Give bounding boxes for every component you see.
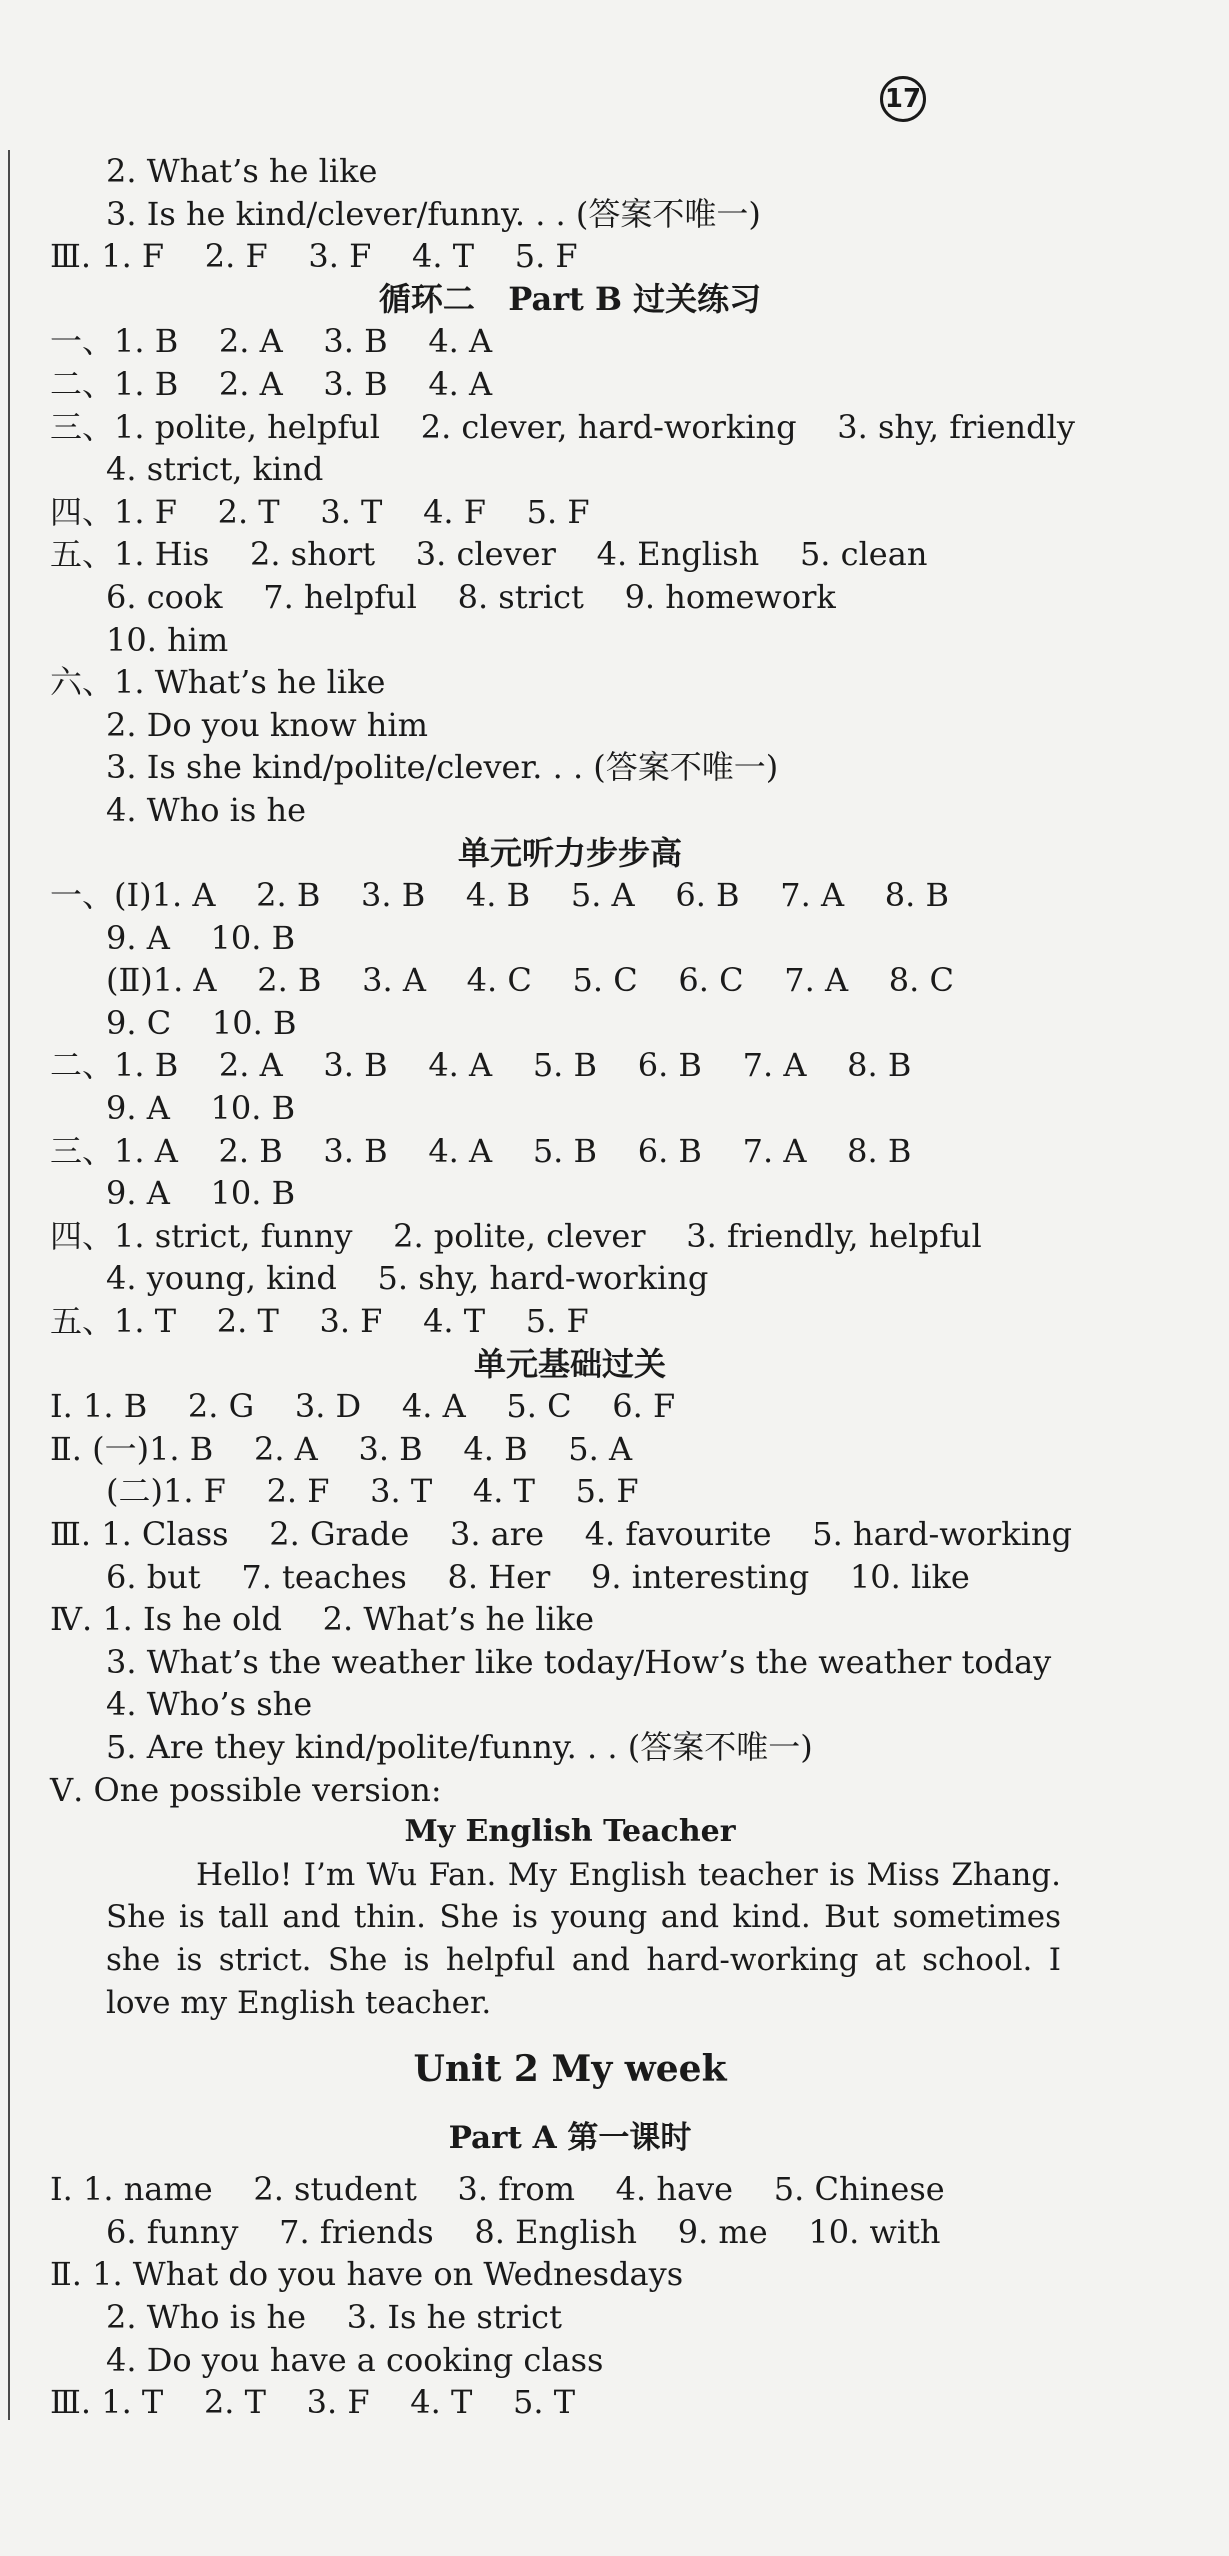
answer-line: Ⅱ. (一)1. B 2. A 3. B 4. B 5. A [50, 1429, 633, 1468]
answer-block-3 [50, 874, 1090, 1343]
answer-line: (二)1. F 2. F 3. T 4. T 5. F [106, 1472, 639, 1511]
answer-line: Ⅲ. 1. F 2. F 3. F 4. T 5. F [50, 237, 578, 276]
answer-line: 5. Are they kind/polite/funny. . . (答案不唯一) [106, 1727, 813, 1766]
answer-line: Ⅰ. 1. B 2. G 3. D 4. A 5. C 6. F [50, 1387, 676, 1426]
margin-rule [8, 150, 10, 2420]
part-title: Part A 第一课时 [448, 2120, 692, 2157]
section-heading-part-b: 循环二 Part B 过关练习 [378, 279, 762, 318]
answer-line: Ⅰ. 1. name 2. student 3. from 4. have 5. Chinese [50, 2170, 945, 2209]
answer-line: 2. Who is he 3. Is he strict [106, 2297, 562, 2336]
section-heading-basics: 单元基础过关 [473, 1344, 666, 1383]
answer-block-2 [50, 320, 1090, 831]
answer-line: 4. Who’s she [106, 1685, 313, 1724]
answer-line: 二、1. B 2. A 3. B 4. A [50, 364, 493, 403]
answer-line: 五、1. T 2. T 3. F 4. T 5. F [50, 1302, 589, 1341]
answer-content [50, 150, 1090, 2424]
answer-line: 二、1. B 2. A 3. B 4. A 5. B 6. B 7. A 8. B [50, 1046, 912, 1085]
answer-line: 四、1. strict, funny 2. polite, clever 3. friendly, helpful [50, 1216, 982, 1255]
answer-line: 6. cook 7. helpful 8. strict 9. homework [106, 577, 836, 616]
answer-line: Ⅳ. 1. Is he old 2. What’s he like [50, 1600, 595, 1639]
answer-line: Ⅲ. 1. Class 2. Grade 3. are 4. favourite 5. hard-working [50, 1515, 1072, 1553]
answer-line: 9. C 10. B [106, 1003, 297, 1042]
answer-line: 9. A 10. B [106, 1089, 296, 1128]
answer-line: 2. What’s he like [106, 152, 378, 190]
answer-line: 6. funny 7. friends 8. English 9. me 10. with [106, 2212, 941, 2251]
answer-line: Ⅲ. 1. T 2. T 3. F 4. T 5. T [50, 2383, 576, 2422]
answer-block-1 [50, 150, 1090, 278]
answer-line: 三、1. polite, helpful 2. clever, hard-working 3. shy, friendly [50, 407, 1075, 446]
section-heading-listening: 单元听力步步高 [457, 833, 682, 872]
answer-line: 3. What’s the weather like today/How’s the weather today [106, 1642, 1052, 1681]
page-number-badge: 17 [880, 76, 926, 122]
answer-line: 一、1. B 2. A 3. B 4. A [50, 322, 493, 361]
answer-line: Ⅴ. One possible version: [50, 1770, 442, 1809]
answer-line: 4. Who is he [106, 790, 307, 829]
answer-line: 4. Do you have a cooking class [106, 2340, 604, 2379]
answer-line: 6. but 7. teaches 8. Her 9. interesting 10. like [106, 1557, 970, 1596]
essay-title: My English Teacher [404, 1814, 736, 1850]
answer-line: Ⅱ. 1. What do you have on Wednesdays [50, 2255, 684, 2294]
answer-line: 4. strict, kind [106, 450, 324, 489]
answer-line: 三、1. A 2. B 3. B 4. A 5. B 6. B 7. A 8. B [50, 1131, 912, 1170]
answer-line: 六、1. What’s he like [50, 663, 386, 702]
answer-line: 3. Is he kind/clever/funny. . . (答案不唯一) [106, 194, 761, 233]
answer-block-5 [50, 2168, 1090, 2424]
answer-line: 9. A 10. B [106, 1174, 296, 1213]
answer-line: 2. Do you know him [106, 705, 428, 744]
answer-block-4 [50, 1385, 1090, 1811]
answer-line: 一、(Ⅰ)1. A 2. B 3. B 4. B 5. A 6. B 7. A 8. B [50, 876, 949, 915]
answer-line: 9. A 10. B [106, 918, 296, 957]
unit-title: Unit 2 My week [413, 2048, 727, 2091]
answer-line: 4. young, kind 5. shy, hard-working [106, 1259, 709, 1298]
answer-line: 四、1. F 2. T 3. T 4. F 5. F [50, 492, 590, 531]
answer-line: 3. Is she kind/polite/clever. . . (答案不唯一) [106, 748, 779, 787]
essay-body: Hello! I’m Wu Fan. My English teacher is Miss Zhang. She is tall and thin. She is young and kind. But sometimes she is strict. She is helpful and hard-working at school. I love my English teacher. [106, 1856, 1061, 2021]
answer-line: (Ⅱ)1. A 2. B 3. A 4. C 5. C 6. C 7. A 8. C [106, 961, 954, 1000]
answer-line: 10. him [106, 620, 229, 659]
answer-line: 五、1. His 2. short 3. clever 4. English 5. clean [50, 535, 928, 574]
